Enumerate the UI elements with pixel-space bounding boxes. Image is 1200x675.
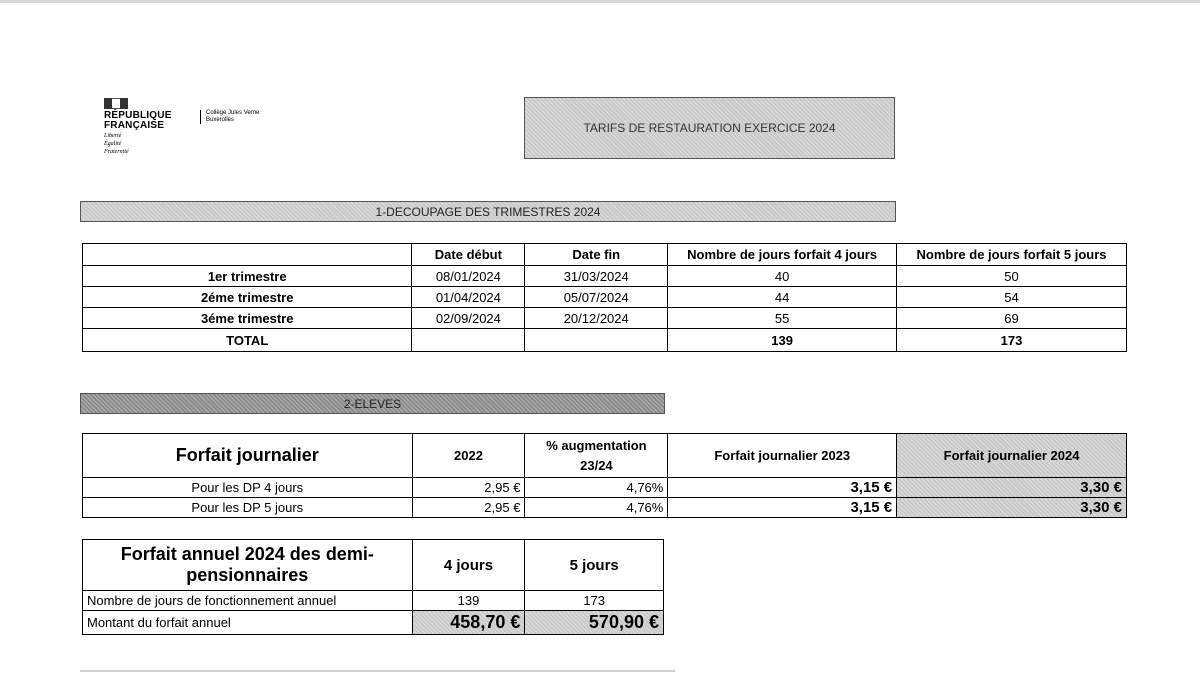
total-d5: 173 xyxy=(897,329,1127,352)
republic-line2: FRANÇAISE xyxy=(104,120,165,131)
row-end: 20/12/2024 xyxy=(525,308,668,329)
row-start: 08/01/2024 xyxy=(412,266,525,287)
total-row xyxy=(83,329,1127,352)
annual-title-line2: pensionnaires xyxy=(186,565,309,585)
header-augmentation xyxy=(525,434,668,478)
row-d4: 44 xyxy=(668,287,897,308)
montant-5-jours: 570,90 € xyxy=(525,611,664,635)
augmentation-line2: 23/24 xyxy=(580,457,613,473)
total-start xyxy=(412,329,525,352)
header-jours-4: Nombre de jours forfait 4 jours xyxy=(668,244,897,266)
row-forfait-2023: 3,15 € xyxy=(668,498,897,518)
row-forfait-2023: 3,15 € xyxy=(668,478,897,498)
motto-egalite: Égalité xyxy=(104,141,122,147)
table-row xyxy=(83,611,664,635)
header-5-jours: 5 jours xyxy=(525,540,664,591)
augmentation-line1: % augmentation xyxy=(546,437,647,453)
row-label: Nombre de jours de fonctionnement annuel xyxy=(83,591,413,611)
montant-4-jours: 458,70 € xyxy=(412,611,525,635)
row-label: Pour les DP 4 jours xyxy=(83,478,413,498)
total-end xyxy=(525,329,668,352)
marianne-flag-icon xyxy=(104,98,128,109)
table-row xyxy=(83,478,1127,498)
row-d4: 40 xyxy=(668,266,897,287)
header-date-fin: Date fin xyxy=(525,244,668,266)
table-row xyxy=(83,266,1127,287)
forfait-header-row xyxy=(83,434,1127,478)
row-2022: 2,95 € xyxy=(412,498,525,518)
total-label: TOTAL xyxy=(83,329,412,352)
republique-francaise-logo xyxy=(104,98,172,155)
bottom-border xyxy=(80,670,675,672)
row-augmentation: 4,76% xyxy=(525,478,668,498)
header-forfait-2023: Forfait journalier 2023 xyxy=(668,434,897,478)
forfait-journalier-table xyxy=(82,433,1127,518)
row-end: 31/03/2024 xyxy=(525,266,668,287)
college-line1: Collège Jules Verne xyxy=(206,110,260,116)
header-jours-5: Nombre de jours forfait 5 jours xyxy=(897,244,1127,266)
row-label: 1er trimestre xyxy=(83,266,412,287)
table-row xyxy=(83,591,664,611)
header-empty xyxy=(83,244,412,266)
row-d5: 54 xyxy=(897,287,1127,308)
total-d4: 139 xyxy=(668,329,897,352)
row-start: 01/04/2024 xyxy=(412,287,525,308)
header-4-jours: 4 jours xyxy=(412,540,525,591)
table-row xyxy=(83,287,1127,308)
row-forfait-2024: 3,30 € xyxy=(897,478,1127,498)
forfait-annuel-table xyxy=(82,539,664,635)
row-d4: 55 xyxy=(668,308,897,329)
row-5-jours: 173 xyxy=(525,591,664,611)
motto-liberte: Liberté xyxy=(104,133,122,139)
row-label: 3éme trimestre xyxy=(83,308,412,329)
row-forfait-2024: 3,30 € xyxy=(897,498,1127,518)
row-d5: 50 xyxy=(897,266,1127,287)
row-label: 2éme trimestre xyxy=(83,287,412,308)
header-forfait: Forfait journalier xyxy=(83,434,413,478)
row-start: 02/09/2024 xyxy=(412,308,525,329)
annual-title xyxy=(83,540,413,591)
annual-header-row xyxy=(83,540,664,591)
row-label: Pour les DP 5 jours xyxy=(83,498,413,518)
row-2022: 2,95 € xyxy=(412,478,525,498)
row-label: Montant du forfait annuel xyxy=(83,611,413,635)
row-d5: 69 xyxy=(897,308,1127,329)
trimestres-table xyxy=(82,243,1127,352)
table-row xyxy=(83,308,1127,329)
section2-title: 2-ELEVES xyxy=(80,393,665,414)
section1-title: 1-DECOUPAGE DES TRIMESTRES 2024 xyxy=(80,201,896,222)
header-date-debut: Date début xyxy=(412,244,525,266)
row-end: 05/07/2024 xyxy=(525,287,668,308)
row-augmentation: 4,76% xyxy=(525,498,668,518)
header-forfait-2024: Forfait journalier 2024 xyxy=(897,434,1127,478)
college-line2: Buxerolles xyxy=(206,117,235,123)
annual-title-line1: Forfait annuel 2024 des demi- xyxy=(120,544,374,564)
motto-fraternite: Fraternité xyxy=(104,149,129,155)
trimestres-header-row xyxy=(83,244,1127,266)
republic-line1: RÉPUBLIQUE xyxy=(104,110,172,121)
header-2022: 2022 xyxy=(412,434,525,478)
top-border xyxy=(0,0,1200,3)
table-row xyxy=(83,498,1127,518)
row-4-jours: 139 xyxy=(412,591,525,611)
document-title: TARIFS DE RESTAURATION EXERCICE 2024 xyxy=(524,97,895,159)
college-name xyxy=(200,110,259,124)
